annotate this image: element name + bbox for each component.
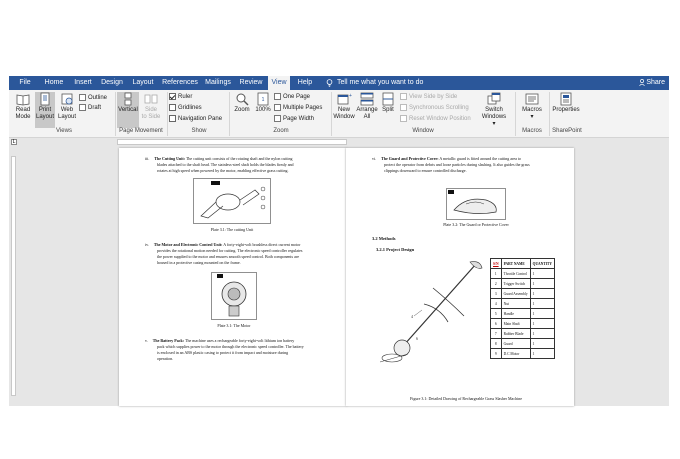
table-cell: 1 xyxy=(530,269,554,279)
gridlines-label: Gridlines xyxy=(178,105,202,112)
table-row xyxy=(491,339,555,349)
new-window-button[interactable] xyxy=(333,92,355,128)
share-button[interactable] xyxy=(639,76,665,90)
navigation-pane-checkbox[interactable] xyxy=(169,115,222,124)
item-title: The Motor and Electronic Control Unit: xyxy=(153,242,223,247)
sharepoint-group-label: SharePoint xyxy=(552,128,582,134)
outline-icon xyxy=(79,94,86,101)
document-page-left[interactable] xyxy=(119,148,347,406)
side-to-side-label-1: Side xyxy=(144,107,157,113)
text-line: the power supplied to the motor and ensures smooth speed control. Both components are xyxy=(157,254,299,259)
table-cell: Throttle Control xyxy=(501,269,530,279)
zoom-100-label: 100% xyxy=(255,107,271,113)
print-layout-label-1: Print xyxy=(38,107,52,113)
gridlines-checkbox[interactable] xyxy=(169,104,202,113)
document-page-right[interactable] xyxy=(346,148,574,406)
table-cell: 4 xyxy=(491,299,502,309)
parts-table xyxy=(490,258,555,359)
ruler-strip xyxy=(11,156,16,396)
views-group-label: Views xyxy=(56,128,72,134)
new-window-label-2: Window xyxy=(333,114,355,120)
text-line: A forty-eight-volt brushless direct current motor xyxy=(223,242,301,247)
column-header-part-name: PART NAME xyxy=(501,259,530,269)
paragraph-cutting-unit xyxy=(145,156,341,174)
switch-windows-label-text: Windows xyxy=(481,114,507,120)
table-cell: Nut xyxy=(501,299,530,309)
table-cell: 1 xyxy=(530,329,554,339)
svg-text:+: + xyxy=(349,93,352,99)
svg-text:4: 4 xyxy=(411,314,413,319)
vertical-button[interactable] xyxy=(117,92,139,128)
multiple-pages-button[interactable] xyxy=(274,104,322,113)
table-cell: 1 xyxy=(530,339,554,349)
arrange-all-label-2: All xyxy=(363,114,371,120)
properties-label: Properties xyxy=(552,107,580,113)
table-row xyxy=(491,279,555,289)
section-heading-methods: 3.2 Methods xyxy=(372,236,396,241)
column-header-sn: S/N xyxy=(491,259,502,269)
vertical-ruler[interactable] xyxy=(9,146,18,406)
arrange-all-icon xyxy=(360,92,374,106)
web-layout-button[interactable] xyxy=(57,92,77,128)
read-mode-button[interactable] xyxy=(13,92,33,128)
figure-caption: Plate 3.2: The Guard or Protective Cover xyxy=(443,222,509,227)
tab-file[interactable]: File xyxy=(19,79,31,86)
tab-help[interactable]: Help xyxy=(297,79,313,86)
svg-text:6: 6 xyxy=(416,336,418,341)
multiple-pages-icon xyxy=(274,104,281,111)
share-label: Share xyxy=(646,79,665,86)
page-width-button[interactable] xyxy=(274,115,314,124)
table-row xyxy=(491,319,555,329)
item-number: vi. xyxy=(372,156,377,161)
tab-view[interactable]: View xyxy=(268,76,290,90)
ruler-label: Ruler xyxy=(178,94,193,101)
vertical-pages-icon xyxy=(121,92,135,106)
tab-layout[interactable]: Layout xyxy=(132,79,154,86)
figure-caption: Figure 3.1: Detailed Drawing of Rechargeable Grass Slasher Machine xyxy=(409,396,522,401)
ribbon xyxy=(9,90,669,138)
show-group-label: Show xyxy=(191,128,207,134)
table-cell: 1 xyxy=(530,279,554,289)
text-line: The cutting unit consists of the rotating shaft and the nylon cutting xyxy=(185,156,293,161)
table-cell: 1 xyxy=(530,309,554,319)
ruler-strip xyxy=(117,139,347,145)
text-line: operation. xyxy=(157,356,174,361)
print-layout-label-2: Layout xyxy=(35,114,54,120)
navigation-pane-label: Navigation Pane xyxy=(178,116,223,123)
page-movement-group-label: Page Movement xyxy=(119,128,163,134)
new-window-icon xyxy=(337,92,351,106)
macros-group-label: Macros xyxy=(522,128,542,134)
person-icon xyxy=(639,79,645,86)
text-line: The machine uses a rechargeable forty-eight-volt lithium ion battery xyxy=(185,338,295,343)
draft-button[interactable] xyxy=(79,104,101,113)
page-icon xyxy=(38,92,52,106)
table-cell: 1 xyxy=(530,349,554,359)
table-row xyxy=(491,349,555,359)
split-label: Split xyxy=(382,107,394,113)
text-line: rotates at high speed when powered by the motor, enabling effective grass cutting. xyxy=(157,168,289,173)
side-pages-icon xyxy=(144,92,158,106)
book-icon xyxy=(16,92,30,106)
switch-windows-icon xyxy=(487,92,501,106)
arrange-all-label-1: Arrange xyxy=(356,107,378,113)
zoom-group-label: Zoom xyxy=(273,128,289,134)
print-layout-button[interactable] xyxy=(35,92,55,128)
text-line: provides the rotational motion needed for cutting. The electronic speed controller regulates xyxy=(157,248,303,253)
grass-slasher-drawing xyxy=(378,258,488,368)
table-row xyxy=(491,269,555,279)
sync-scroll-icon xyxy=(400,104,407,111)
properties-button[interactable] xyxy=(551,92,581,128)
tell-me-search[interactable]: Tell me what you want to do xyxy=(337,79,424,86)
figure-caption: Plate 3.1: The cutting Unit xyxy=(210,227,254,232)
vertical-label: Vertical xyxy=(118,107,138,113)
checkbox-icon xyxy=(169,115,176,122)
table-cell: 6 xyxy=(491,319,502,329)
tab-references[interactable]: References xyxy=(162,79,198,86)
item-number: v. xyxy=(145,338,148,343)
guard-figure xyxy=(446,188,506,220)
split-button[interactable] xyxy=(379,92,397,128)
reset-window-icon xyxy=(400,115,407,122)
text-line: blades attached to the shaft head. The stainless-steel shaft holds the blades firmly and xyxy=(157,162,294,167)
tab-selector-icon[interactable]: L xyxy=(12,139,16,145)
table-cell: Handle xyxy=(501,309,530,319)
zoom-100-button[interactable] xyxy=(254,92,272,128)
table-row xyxy=(491,299,555,309)
draft-icon xyxy=(79,104,86,111)
svg-text:1: 1 xyxy=(261,97,265,103)
paragraph-battery xyxy=(145,338,341,362)
lightbulb-icon xyxy=(326,79,333,87)
multiple-pages-label: Multiple Pages xyxy=(283,105,323,112)
macros-label: Macros xyxy=(522,107,542,113)
one-page-button[interactable] xyxy=(274,93,310,102)
side-by-side-icon xyxy=(400,93,407,100)
view-side-by-side-button[interactable] xyxy=(400,93,457,102)
macros-button[interactable] xyxy=(519,92,545,128)
checkbox-checked-icon xyxy=(169,93,176,100)
side-to-side-button[interactable] xyxy=(141,92,161,128)
table-cell: 1 xyxy=(530,289,554,299)
text-line: housed in a protective casing mounted on the frame. xyxy=(157,260,241,265)
switch-windows-button[interactable] xyxy=(480,92,508,128)
text-line: clippings downward to ensure controlled discharge. xyxy=(384,168,467,173)
separator xyxy=(167,92,168,136)
table-row xyxy=(491,329,555,339)
item-title: The Cutting Unit: xyxy=(154,156,186,161)
item-number: iii. xyxy=(145,156,150,161)
table-cell: 1 xyxy=(530,319,554,329)
properties-icon xyxy=(559,92,573,106)
tab-design[interactable]: Design xyxy=(101,79,123,86)
chevron-down-icon: ▾ xyxy=(492,121,496,127)
table-row xyxy=(491,309,555,319)
tab-review[interactable]: Review xyxy=(239,79,263,86)
zoom-button[interactable] xyxy=(231,92,253,128)
macros-icon xyxy=(525,92,539,106)
item-title: The Battery Pack: xyxy=(152,338,185,343)
table-cell: D.C Motor xyxy=(501,349,530,359)
table-cell: 9 xyxy=(491,349,502,359)
read-mode-label-2: Mode xyxy=(15,114,31,120)
paragraph-guard xyxy=(372,156,568,174)
outline-button[interactable] xyxy=(79,94,107,103)
column-header-quantity: QUANTITY xyxy=(530,259,554,269)
zoom-label: Zoom xyxy=(234,107,250,113)
page-width-label: Page Width xyxy=(283,116,315,123)
synchronous-scrolling-button[interactable] xyxy=(400,104,469,113)
table-cell: Guard xyxy=(501,339,530,349)
table-cell: Trigger Switch xyxy=(501,279,530,289)
figure-caption: Plate 3.1: The Motor xyxy=(217,323,251,328)
table-header-row xyxy=(491,259,555,269)
table-row xyxy=(491,289,555,299)
table-cell: 3 xyxy=(491,289,502,299)
outline-label: Outline xyxy=(88,95,108,102)
table-cell: 1 xyxy=(530,299,554,309)
synchronous-scrolling-label: Synchronous Scrolling xyxy=(409,105,469,112)
web-layout-label-2: Layout xyxy=(57,114,76,120)
tab-home[interactable]: Home xyxy=(44,79,64,86)
text-line: protect the operator from debris and loose particles during slashing. It also guides the grass xyxy=(384,162,530,167)
text-line: A metallic guard is fitted around the cutting area to xyxy=(439,156,522,161)
side-to-side-label-2: to Side xyxy=(141,114,161,120)
table-cell: 8 xyxy=(491,339,502,349)
tab-insert[interactable]: Insert xyxy=(74,79,92,86)
web-layout-label-1: Web xyxy=(60,107,74,113)
window-group-label: Window xyxy=(412,128,434,134)
horizontal-ruler[interactable] xyxy=(9,138,669,146)
table-cell: 5 xyxy=(491,309,502,319)
view-side-by-side-label: View Side by Side xyxy=(409,94,458,101)
text-line: is enclosed in an ABS plastic casing to protect it from impact and moisture during xyxy=(157,350,289,355)
page-width-icon xyxy=(274,115,281,122)
menu-bar xyxy=(9,76,669,90)
text-line: pack which supplies power to the motor through the electronic speed controller. The battery xyxy=(157,344,304,349)
draft-label: Draft xyxy=(88,105,102,112)
switch-windows-label-2 xyxy=(480,114,508,128)
one-page-icon xyxy=(274,93,281,100)
reset-window-position-button[interactable] xyxy=(400,115,471,124)
switch-windows-label-1: Switch xyxy=(485,107,503,113)
new-window-label-1: New xyxy=(337,107,350,113)
table-cell: Guard Assembly xyxy=(501,289,530,299)
split-icon xyxy=(381,92,395,106)
table-cell: Main Shaft xyxy=(501,319,530,329)
globe-page-icon xyxy=(60,92,74,106)
subsection-heading-project-design: 3.2.1 Project Design xyxy=(376,247,415,252)
read-mode-label-1: Read xyxy=(15,107,31,113)
separator xyxy=(229,92,230,136)
magnifier-icon xyxy=(235,92,249,106)
item-number: iv. xyxy=(145,242,149,247)
separator xyxy=(331,92,332,136)
page-100-icon xyxy=(256,92,270,106)
one-page-label: One Page xyxy=(283,94,311,101)
paragraph-motor xyxy=(145,242,341,266)
tab-mailings[interactable]: Mailings xyxy=(205,79,231,86)
arrange-all-button[interactable] xyxy=(356,92,378,128)
word-window xyxy=(9,76,669,406)
item-title: The Guard and Protective Cover: xyxy=(381,156,439,161)
table-cell: 2 xyxy=(491,279,502,289)
reset-window-position-label: Reset Window Position xyxy=(409,116,471,123)
table-cell: Rubber Blade xyxy=(501,329,530,339)
cutting-unit-figure xyxy=(193,178,271,224)
table-cell: 1 xyxy=(491,269,502,279)
chevron-down-icon: ▾ xyxy=(530,114,534,120)
checkbox-icon xyxy=(169,104,176,111)
motor-figure xyxy=(211,272,257,320)
ruler-checkbox[interactable] xyxy=(169,93,192,102)
table-cell: 7 xyxy=(491,329,502,339)
